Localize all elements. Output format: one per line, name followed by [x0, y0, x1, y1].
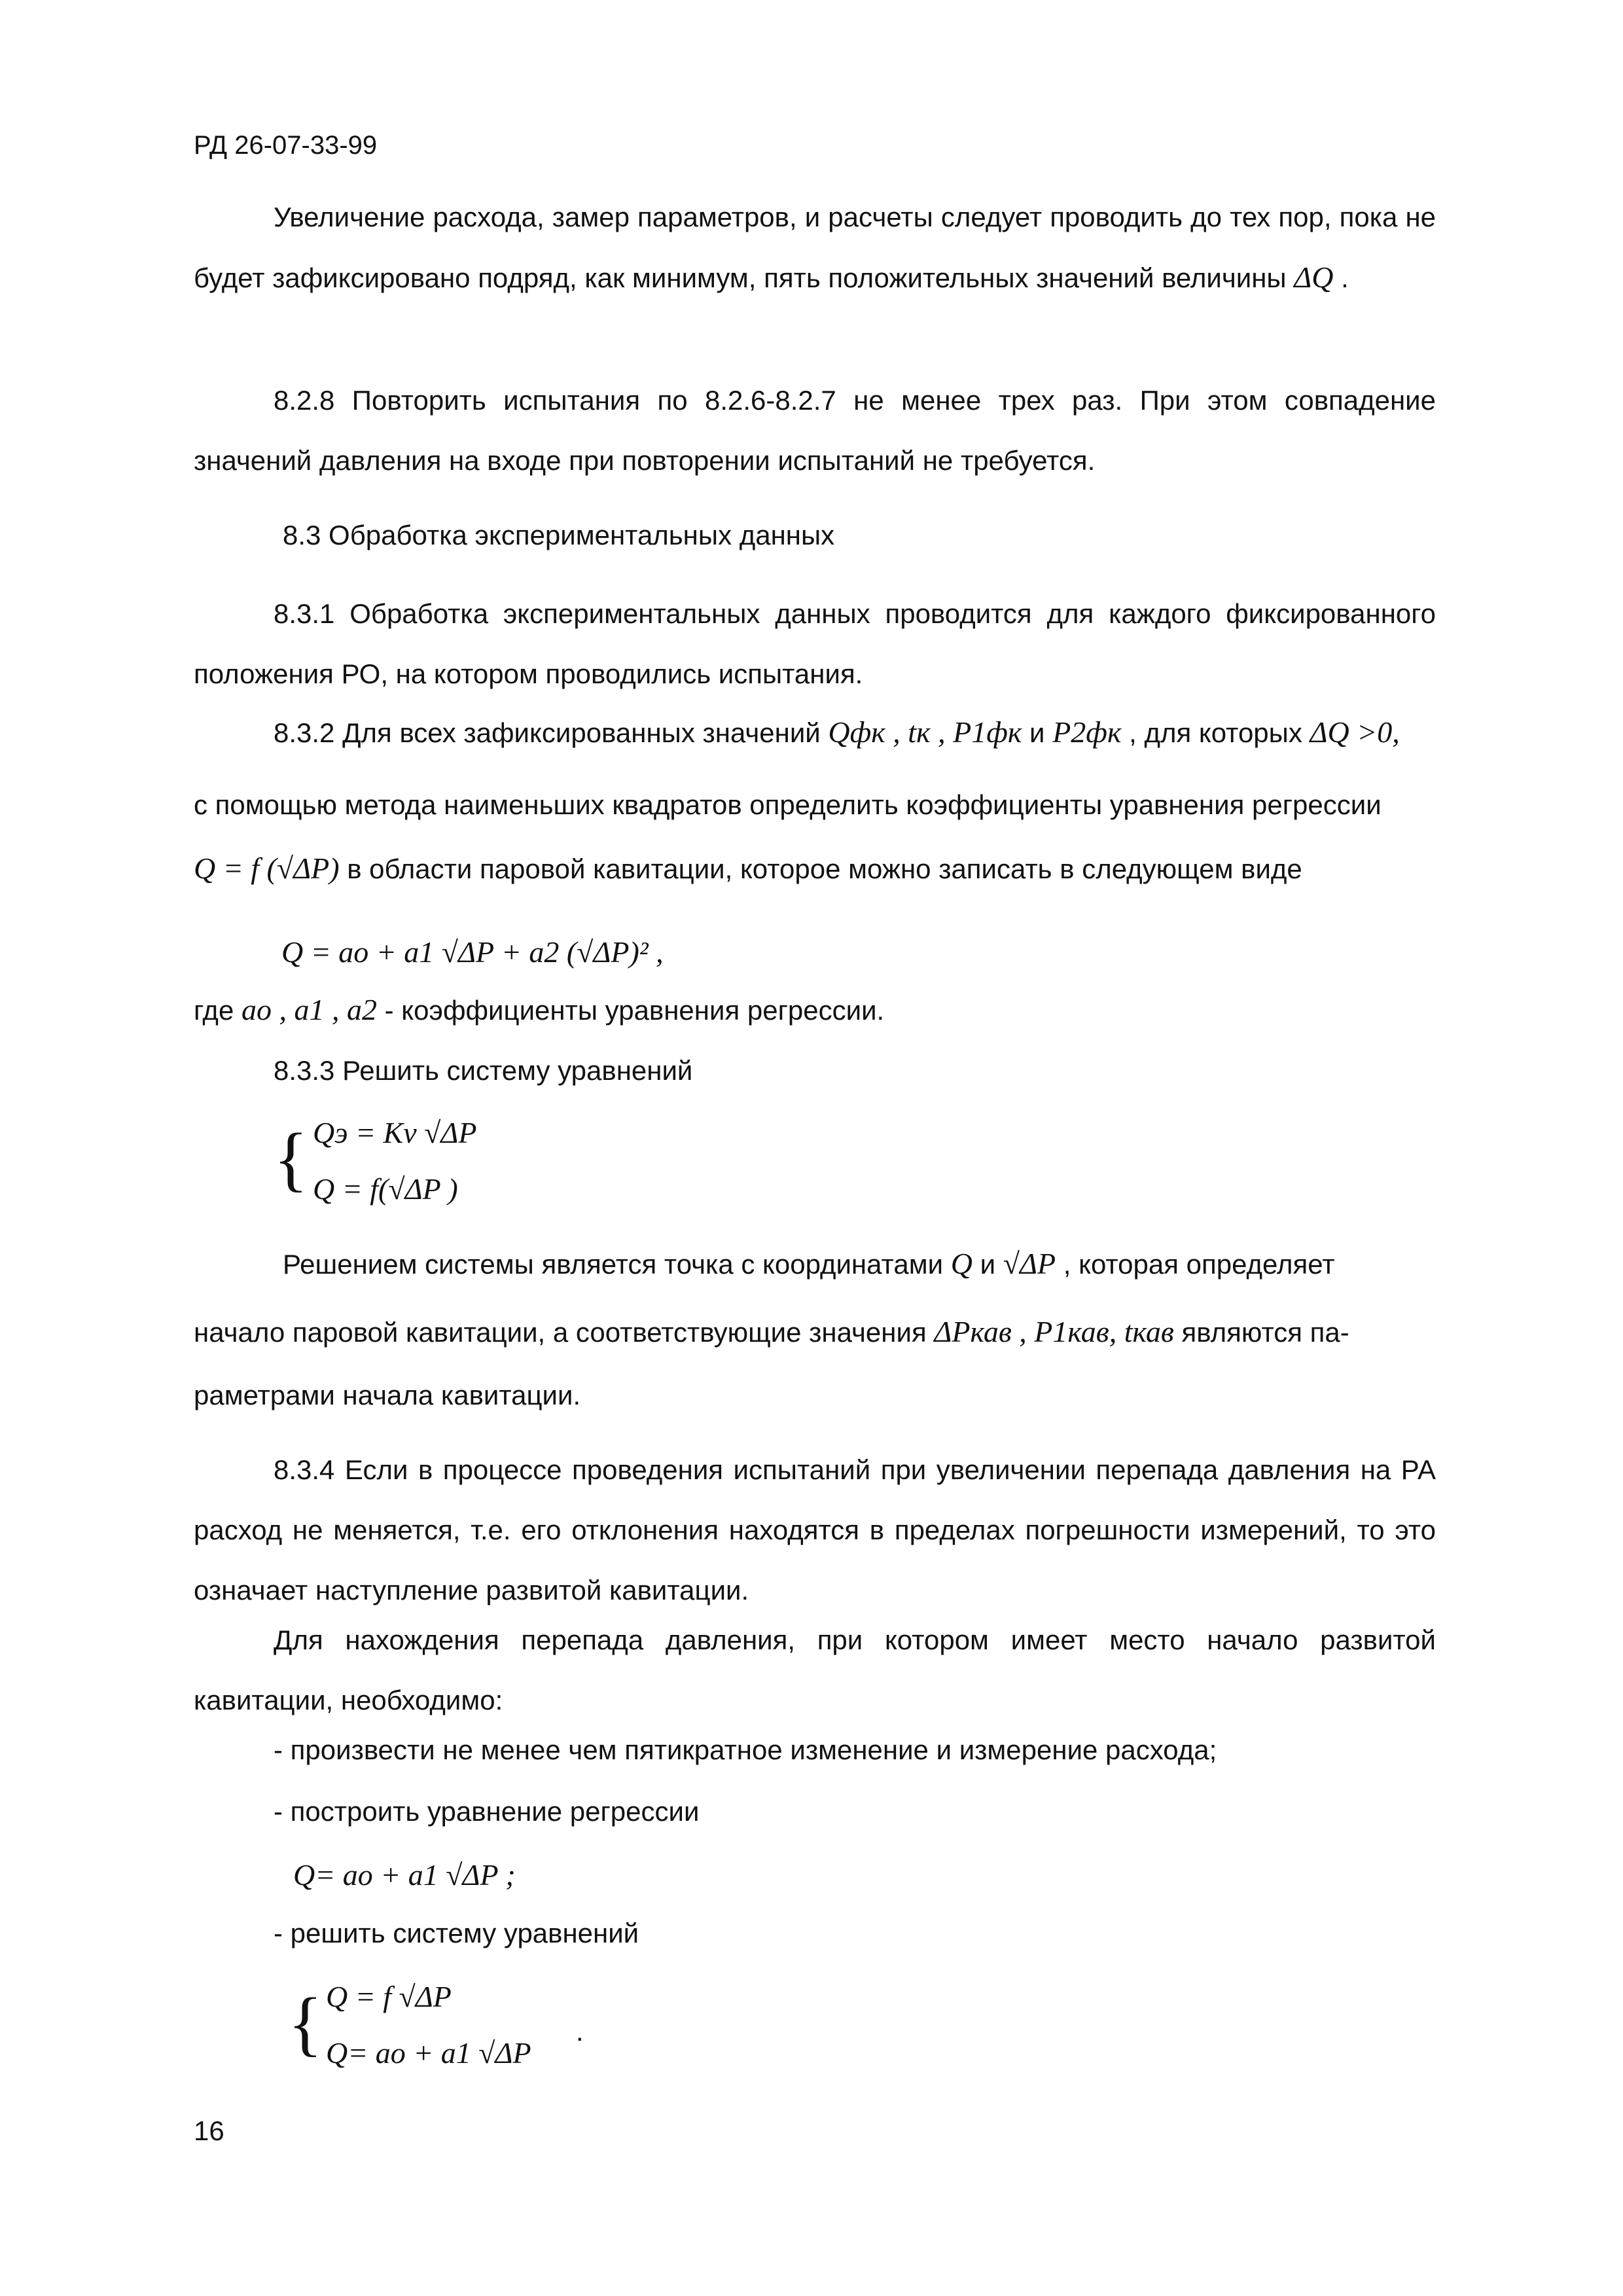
- list-item-1: - произвести не менее чем пятикратное изменение и измерение расхода;: [274, 1734, 1217, 1765]
- paragraph-8-3-2-line1: 8.3.2 Для всех зафиксированных значений Qфк , tк , P1фк и P2фк , для которых ΔQ >0,: [274, 715, 1400, 749]
- page-number: 16: [194, 2115, 224, 2146]
- list-item-2: - построить уравнение регрессии: [274, 1796, 700, 1827]
- system2-eq2: Q= aо + a1 √ΔP: [326, 2036, 531, 2070]
- formula-q-f: Q = f (√ΔP): [194, 852, 340, 885]
- formula-p2: P2фк: [1052, 715, 1122, 749]
- paragraph-8-3-2-line2: с помощью метода наименьших квадратов определить коэффициенты уравнения регрессии: [194, 789, 1382, 820]
- paragraph-increase-flow: Увеличение расхода, замер параметров, и расчеты следует проводить до тех пор, пока не будет зафиксировано подряд, как минимум, пять положительных значений величины ΔQ .: [194, 202, 1436, 294]
- formula-variables: Qфк , tк , P1фк: [828, 715, 1022, 749]
- formula-delta-q-positive: ΔQ >0,: [1310, 715, 1400, 749]
- system-brace: {: [274, 1119, 308, 1198]
- paragraph-8-2-8: 8.2.8 Повторить испытания по 8.2.6-8.2.7 не менее трех раз. При этом совпадение значений давления на входе при повторении испытаний не требуется.: [194, 385, 1436, 476]
- solution-line1: Решением системы является точка с координатами Q и √ΔP , которая определяет: [283, 1247, 1335, 1280]
- paragraph-8-3-1: 8.3.1 Обработка экспериментальных данных проводится для каждого фиксированного положения РО, на котором проводились испытания.: [194, 598, 1436, 689]
- solution-line3: раметрами начала кавитации.: [194, 1380, 581, 1410]
- coefficients-note: где aо , a1 , a2 - коэффициенты уравнения регрессии.: [194, 993, 885, 1026]
- list-item-3: - решить систему уравнений: [274, 1918, 639, 1948]
- paragraph-developed-cavitation: Для нахождения перепада давления, при котором имеет место начало развитой кавитации, необходимо:: [194, 1624, 1436, 1715]
- document-code: РД 26-07-33-99: [194, 131, 378, 160]
- regression-equation: Q = aо + a1 √ΔP + a2 (√ΔP)² ,: [281, 935, 664, 969]
- solution-line2: начало паровой кавитации, а соответствующие значения ΔPкав , P1кав, tкав являются па-: [194, 1315, 1349, 1348]
- formula-delta-q: ΔQ: [1294, 260, 1334, 294]
- system2-period: .: [576, 2016, 584, 2047]
- system2-brace: {: [288, 1983, 323, 2063]
- system2-eq1: Q = f √ΔP: [326, 1980, 452, 2013]
- paragraph-8-3-2-line3: Q = f (√ΔP) в области паровой кавитации, которое можно записать в следующем виде: [194, 852, 1302, 885]
- system1-eq2: Q = f(√ΔP ): [313, 1172, 458, 1206]
- paragraph-8-3-4: 8.3.4 Если в процессе проведения испытаний при увеличении перепада давления на РА расход не меняется, т.е. его отклонения находятся в пределах погрешности измерений, то это означает наступление развитой кавитации.: [194, 1454, 1436, 1605]
- system1-eq1: Qэ = Kv √ΔP: [313, 1116, 477, 1149]
- section-heading-8-3: 8.3 Обработка экспериментальных данных: [283, 520, 835, 550]
- equation-linear-regression: Q= aо + a1 √ΔP ;: [293, 1858, 516, 1892]
- paragraph-8-3-3: 8.3.3 Решить систему уравнений: [274, 1055, 693, 1086]
